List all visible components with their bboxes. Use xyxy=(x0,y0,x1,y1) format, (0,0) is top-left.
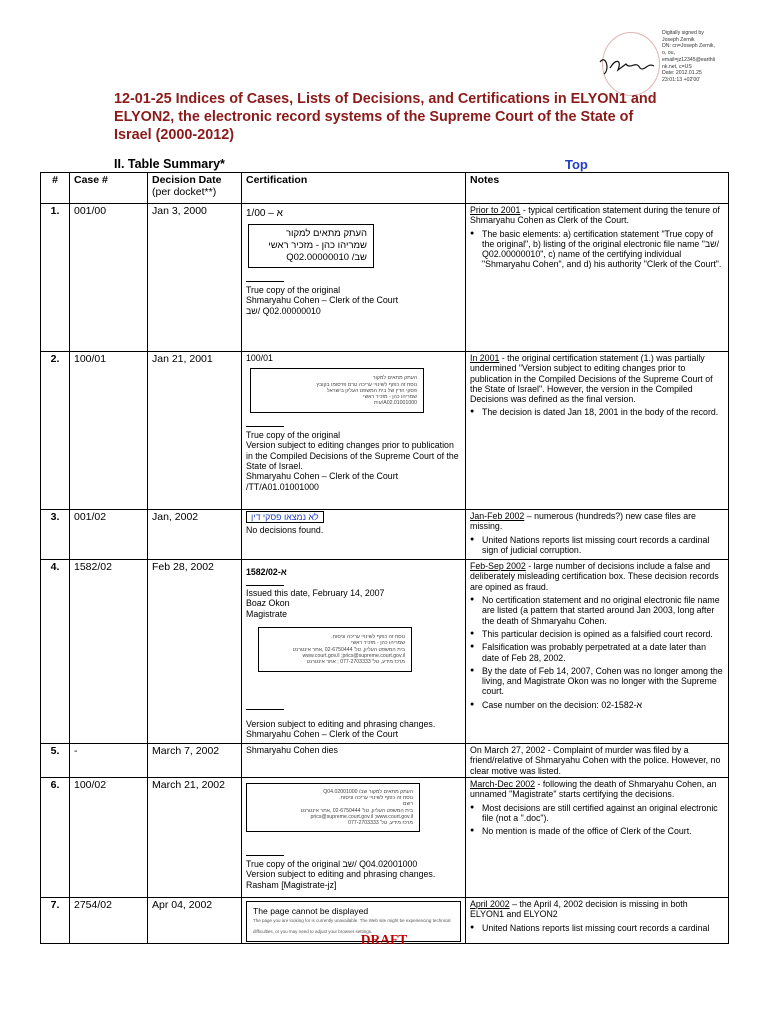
decision-date: Jan 3, 2000 xyxy=(148,204,242,352)
notes-cell: Jan-Feb 2002 – numerous (hundreds?) new case files are missing. ● United Nations reports list missing court records a cardinal sign of judicial corruption. xyxy=(466,510,729,560)
summary-table xyxy=(40,172,729,944)
certification-stamp: נוסח זה כפוף לשינויי עריכה וניסוח. שמריהו כהן - מזכיר ראשי בית המשפט העליון, טל' 02-6750444 ,אתר אינטרנט www.court.gov.il ;prics@supreme.court.gov.il מרכז מידע, טל' 077-2703333 ; אתר אינטרנט xyxy=(258,627,412,672)
list-item: ● Most decisions are still certified against an original electronic file (not a ".doc"). xyxy=(482,803,724,824)
divider xyxy=(246,426,284,427)
list-item: ● Falsification was probably perpetrated at a date later than date of Feb 28, 2002. xyxy=(482,642,724,663)
list-item: ● The basic elements: a) certification statement "True copy of the original", b) listing of the original electronic file name "שב/ Q02.00000010", c) name of the certifying individual "Shmaryahu Cohen", and d) his authority "Clerk of the Court". xyxy=(482,229,724,270)
table-row xyxy=(41,744,729,778)
row-number: 3. xyxy=(41,510,70,560)
divider xyxy=(246,855,284,856)
case-number: 2754/02 xyxy=(70,898,148,944)
section-subtitle: II. Table Summary* xyxy=(114,157,225,171)
table-header-row xyxy=(41,173,729,204)
cert-header: א-1582/02 xyxy=(246,567,287,578)
header-case: Case # xyxy=(70,173,148,204)
table-row xyxy=(41,510,729,560)
cert-header: א – 1/00 xyxy=(246,208,283,219)
document-title: 12-01-25 Indices of Cases, Lists of Decisions, and Certifications in ELYON1 and ELYON2, the electronic record systems of the Supreme Court of the State of Israel (2000-2012) xyxy=(114,91,657,143)
row-number: 7. xyxy=(41,898,70,944)
decision-date: March 7, 2002 xyxy=(148,744,242,778)
certification-cell: א – 1/00 העתק מתאים למקור שמריהו כהן - מזכיר ראשי שב/ Q02.00000010 True copy of the original Shmaryahu Cohen – Clerk of the Court שב/ Q02.00000010 xyxy=(242,204,466,352)
decision-date: Jan 21, 2001 xyxy=(148,352,242,510)
divider xyxy=(246,281,284,282)
case-number: 100/01 xyxy=(70,352,148,510)
header-date: Decision Date (per docket**) xyxy=(148,173,242,204)
divider xyxy=(246,709,284,710)
list-item: ● By the date of Feb 14, 2007, Cohen was no longer among the living, and Magistrate Okon was no longer with the Supreme court. xyxy=(482,666,724,697)
row-number: 2. xyxy=(41,352,70,510)
signature-details: Digitally signed by Joseph Zernik DN: cn=Joseph Zernik, o, ou, email=jz12345@earthli nk.net, c=US Date: 2012.01.25 23:01:13 +02'00' xyxy=(662,30,715,83)
certification-stamp: העתק מתאים למקור שב/ Q04.02001000 נוסח זה כפוף לשינויי עריכה וניסוח. רשם בית המשפט העליון, טל' 02-6750444 ,אתר אינטרנט prics@supreme.court.gov.il ;www.court.gov.il מרכז מידע, טל' 077-2703333 xyxy=(246,783,420,832)
notes-cell: Feb-Sep 2002 - large number of decisions include a false and deliberately misleading certification box. These decision records are opined as fraud. ● No certification statement and no original electronic file name are listed (a pattern that started around Jan 2003, long after the death of Shmaryahu Cohen. ● This particular decision is opined as a falsified court record. ● Falsification was probably perpetrated at a date later than date of Feb 28, 2002. ● By the date of Feb 14, 2007, Cohen was no longer among the living, and Magistrate Okon was no longer with the Supreme court. ● Case number on the decision: א-02-1582 xyxy=(466,560,729,744)
error-page-box: The page cannot be displayed The page you are looking for is currently unavailable. The Web site might be experiencing technical difficulties, or you may need to adjust your browser settings. xyxy=(246,901,461,942)
row-number: 5. xyxy=(41,744,70,778)
list-item: ● This particular decision is opined as a falsified court record. xyxy=(482,629,724,639)
notes-cell: Prior to 2001 - typical certification statement during the tenure of Shmaryahu Cohen as Clerk of the Court. ● The basic elements: a) certification statement "True copy of the original", b) listing of the original electronic file name "שב/ Q02.00000010", c) name of the certifying individual "Shmaryahu Cohen", and d) his authority "Clerk of the Court". xyxy=(466,204,729,352)
certification-stamp: העתק מתאים למקור שמריהו כהן - מזכיר ראשי שב/ Q02.00000010 xyxy=(248,224,374,268)
draft-watermark: DRAFT xyxy=(360,932,408,947)
header-notes: Notes xyxy=(466,173,729,204)
certification-cell: לא נמצאו פסקי דין No decisions found. xyxy=(242,510,466,560)
handwritten-signature-icon xyxy=(596,50,656,84)
decision-date: Apr 04, 2002 xyxy=(148,898,242,944)
case-number: 100/02 xyxy=(70,778,148,898)
case-number: - xyxy=(70,744,148,778)
divider xyxy=(246,585,284,586)
table-row xyxy=(41,204,729,352)
decision-date: March 21, 2002 xyxy=(148,778,242,898)
case-number: 001/02 xyxy=(70,510,148,560)
decision-date: Feb 28, 2002 xyxy=(148,560,242,744)
list-item: ● The decision is dated Jan 18, 2001 in the body of the record. xyxy=(482,407,724,417)
certification-cell: 100/01 העתק מתאים למקור נוסח זה כפוף לשינויי עריכה טרם פרסומו בקובץ פסקי הדין של בית המשפט העליון בישראל שמריהו כהן - מזכיר ראשי A02.01001000/עית True copy of the original Version subject to editing changes prior to publication in the Compiled Decisions of the Supreme Court of the State of Israel. Shmaryahu Cohen – Clerk of the Court /TT/A01.01001000 xyxy=(242,352,466,510)
decision-date: Jan, 2002 xyxy=(148,510,242,560)
table-row xyxy=(41,352,729,510)
notes-cell: On March 27, 2002 - Complaint of murder was filed by a friend/relative of Shmaryahu Cohen with the police. However, no clear motive was listed. xyxy=(466,744,729,778)
certification-cell: העתק מתאים למקור שב/ Q04.02001000 נוסח זה כפוף לשינויי עריכה וניסוח. רשם בית המשפט העליון, טל' 02-6750444 ,אתר אינטרנט prics@supreme.court.gov.il ;www.court.gov.il מרכז מידע, טל' 077-2703333 True copy of the original שב/ Q04.02001000 Version subject to editing and phrasing changes. Rasham [Magistrate-jz] xyxy=(242,778,466,898)
notes-cell: April 2002 – the April 4, 2002 decision is missing in both ELYON1 and ELYON2 ● United Nations reports list missing court records a cardinal xyxy=(466,898,729,944)
list-item: ● No mention is made of the office of Clerk of the Court. xyxy=(482,826,724,836)
table-row xyxy=(41,778,729,898)
list-item: ● United Nations reports list missing court records a cardinal sign of judicial corruption. xyxy=(482,535,724,556)
row-number: 6. xyxy=(41,778,70,898)
list-item: ● United Nations reports list missing court records a cardinal xyxy=(482,923,724,933)
certification-cell: א-1582/02 Issued this date, February 14, 2007 Boaz Okon Magistrate נוסח זה כפוף לשינויי עריכה וניסוח. שמריהו כהן - מזכיר ראשי בית המשפט העליון, טל' 02-6750444 ,אתר אינטרנט www.court.gov.il ;prics@supreme.court.gov.il מרכז מידע, טל' 077-2703333 ; אתר אינטרנט Version subject to editing and phrasing changes. Shmaryahu Cohen – Clerk of the Court xyxy=(242,560,466,744)
row-number: 4. xyxy=(41,560,70,744)
notes-cell: March-Dec 2002 - following the death of Shmaryahu Cohen, an unnamed "Magistrate" starts certifying the decisions. ● Most decisions are still certified against an original electronic file (not a ".doc"). ● No mention is made of the office of Clerk of the Court. xyxy=(466,778,729,898)
notes-cell: In 2001 - the original certification statement (1.) was partially undermined "Version subject to editing changes prior to publication in the Compiled Decisions of the Supreme Court of the State of Israel". However, the version in the Compiled Decisions was defined as the final version. ● The decision is dated Jan 18, 2001 in the body of the record. xyxy=(466,352,729,510)
case-number: 001/00 xyxy=(70,204,148,352)
list-item: ● Case number on the decision: א-02-1582 xyxy=(482,700,724,710)
cert-hebrew-note: לא נמצאו פסקי דין xyxy=(246,511,324,523)
top-link[interactable]: Top xyxy=(565,157,588,172)
certification-stamp: העתק מתאים למקור נוסח זה כפוף לשינויי עריכה טרם פרסומו בקובץ פסקי הדין של בית המשפט העליון בישראל שמריהו כהן - מזכיר ראשי A02.01001000/עית xyxy=(250,368,424,413)
certification-cell: Shmaryahu Cohen dies xyxy=(242,744,466,778)
header-cert: Certification xyxy=(242,173,466,204)
row-number: 1. xyxy=(41,204,70,352)
table-row xyxy=(41,560,729,744)
list-item: ● No certification statement and no original electronic file name are listed (a pattern that started around Jan 2003, long after the death of Shmaryahu Cohen. xyxy=(482,595,724,626)
cert-header: 100/01 xyxy=(246,353,273,363)
case-number: 1582/02 xyxy=(70,560,148,744)
header-num: # xyxy=(41,173,70,204)
